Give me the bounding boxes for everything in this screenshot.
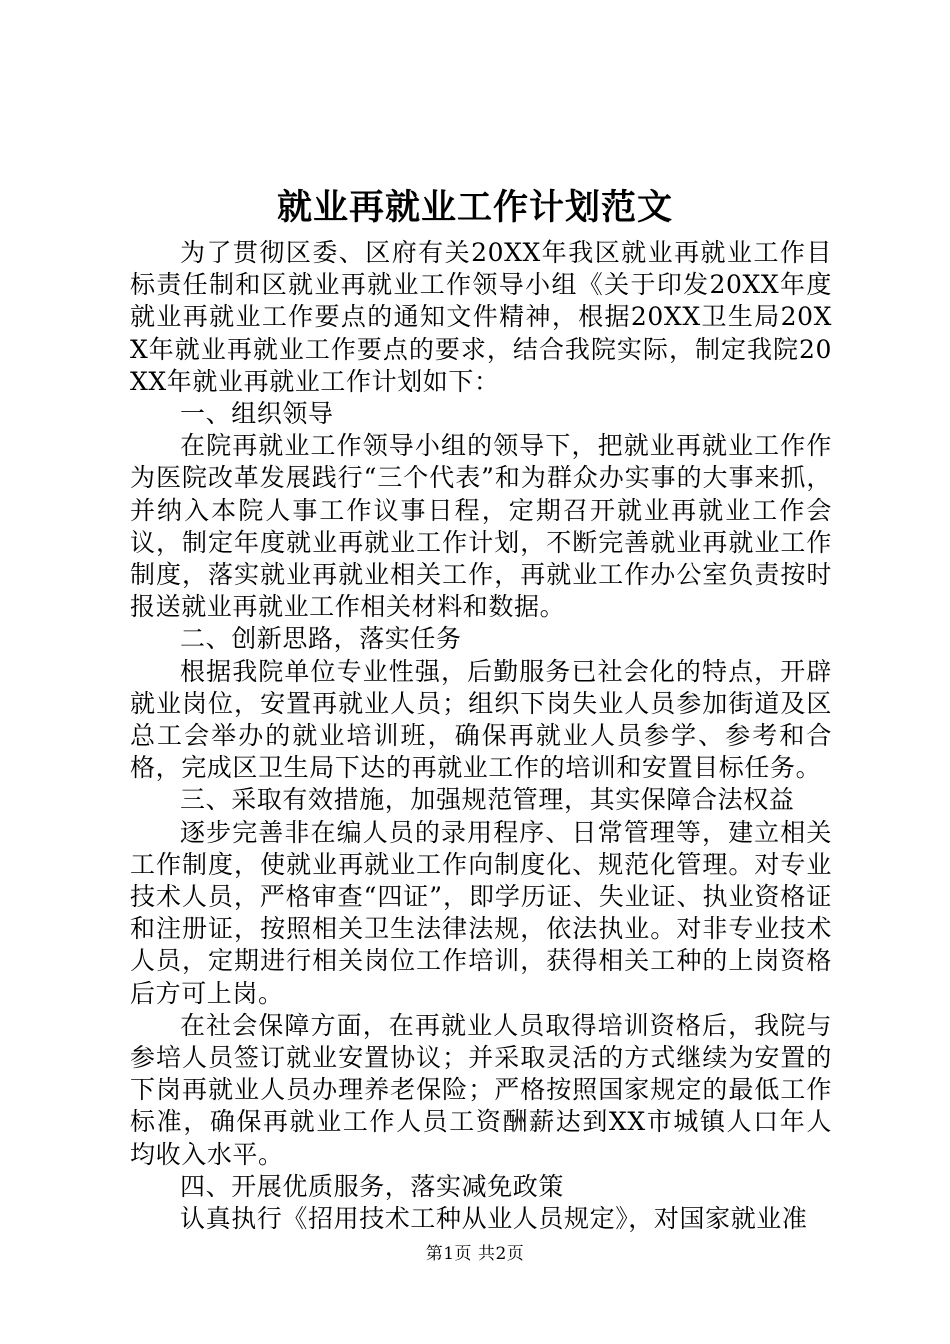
document-title: 就业再就业工作计划范文 (276, 187, 673, 228)
section-heading-2: 二、创新思路，落实任务 (180, 624, 462, 654)
section-1-paragraph: 在院再就业工作领导小组的领导下，把就业再就业工作作为医院改革发展践行“三个代表”和为群众办实事的大事来抓，并纳入本院人事工作议事日程，定期召开就业再就业工作会议，制定年度就业再就业工作计划，不断完善就业再就业工作制度，落实就业再就业相关工作，再就业工作办公室负责按时报送就业再就业工作相关材料和数据。 (130, 431, 832, 622)
section-heading-3: 三、采取有效措施，加强规范管理，其实保障合法权益 (180, 785, 795, 815)
section-3-paragraph-2: 在社会保障方面，在再就业人员取得培训资格后，我院与参培人员签订就业安置协议；并采取灵活的方式继续为安置的下岗再就业人员办理养老保险；严格按照国家规定的最低工作标准，确保再就业工作人员工资酬薪达到XX市城镇人口年人均收入水平。 (130, 1010, 832, 1169)
document-body (130, 237, 832, 1235)
section-heading-4: 四、开展优质服务，落实减免政策 (180, 1171, 565, 1201)
page-number-footer: 第1页 共2页 (425, 1244, 525, 1264)
intro-paragraph: 为了贯彻区委、区府有关20XX年我区就业再就业工作目标责任制和区就业再就业工作领导小组《关于印发20XX年度就业再就业工作要点的通知文件精神，根据20XX卫生局20XX年就业再就业工作要点的要求，结合我院实际，制定我院20XX年就业再就业工作计划如下： (130, 238, 832, 396)
section-2-paragraph: 根据我院单位专业性强，后勤服务已社会化的特点，开辟就业岗位，安置再就业人员；组织下岗失业人员参加街道及区总工会举办的就业培训班，确保再就业人员参学、参考和合格，完成区卫生局下达的再就业工作的培训和安置目标任务。 (130, 656, 832, 783)
section-3-paragraph-1: 逐步完善非在编人员的录用程序、日常管理等，建立相关工作制度，使就业再就业工作向制度化、规范化管理。对专业技术人员，严格审查“四证”，即学历证、失业证、执业资格证和注册证，按照相关卫生法律法规，依法执业。对非专业技术人员，定期进行相关岗位工作培训，获得相关工种的上岗资格后方可上岗。 (130, 817, 832, 1008)
section-4-paragraph: 认真执行《招用技术工种从业人员规定》，对国家就业准 (180, 1204, 808, 1234)
section-heading-1: 一、组织领导 (180, 399, 334, 429)
